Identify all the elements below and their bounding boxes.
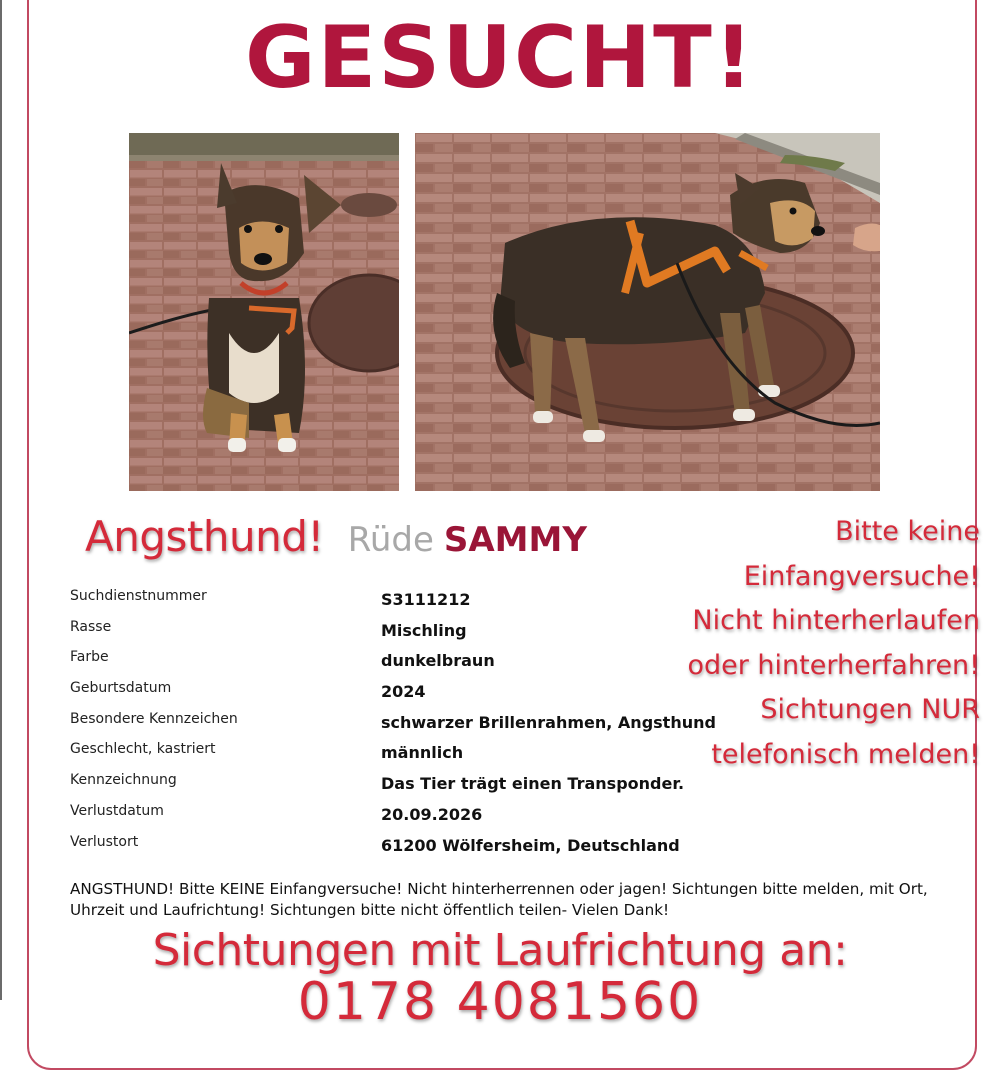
details-value: 2024 <box>381 682 426 702</box>
details-row <box>70 739 730 770</box>
details-value: S3111212 <box>381 590 471 609</box>
angsthund-label: Angsthund! <box>85 512 324 561</box>
note-paragraph: ANGSTHUND! Bitte KEINE Einfangversuche! Nicht hinterherrennen oder jagen! Sichtungen bitte melden, mit Ort, Uhrzeit und Laufrichtung! Sichtungen bitte nicht öffentlich teilen- Vielen Dank! <box>70 880 928 919</box>
details-value: dunkelbraun <box>381 651 495 671</box>
phone-number: 0178 4081560 <box>297 972 703 1032</box>
page-edge <box>0 0 2 1000</box>
details-value: 61200 Wölfersheim, Deutschland <box>381 835 680 855</box>
details-row <box>70 647 730 678</box>
details-value: Mischling <box>381 620 467 640</box>
details-row <box>70 832 730 863</box>
call-to-action: Sichtungen mit Laufrichtung an: <box>152 925 848 976</box>
details-value: männlich <box>381 743 464 763</box>
details-label: Suchdienstnummer <box>70 588 207 604</box>
details-label: Geburtsdatum <box>70 680 172 697</box>
warning-line: Nicht hinterherlaufen <box>692 605 980 636</box>
details-label: Geschlecht, kastriert <box>70 741 216 758</box>
details-row <box>70 770 730 801</box>
details-value: Das Tier trägt einen Transponder. <box>381 774 685 794</box>
details-table <box>70 586 730 862</box>
details-label: Kennzeichnung <box>70 772 177 789</box>
details-row <box>70 617 730 648</box>
details-label: Besondere Kennzeichen <box>70 710 238 727</box>
warning-line: Bitte keine <box>835 516 980 547</box>
headline <box>85 512 587 572</box>
warning-line: oder hinterherfahren! <box>687 649 980 681</box>
details-value: 20.09.2026 <box>381 804 483 824</box>
details-row <box>70 801 730 832</box>
details-label: Verlustort <box>70 833 139 850</box>
warning-line: Einfangversuche! <box>743 560 980 592</box>
details-row <box>70 586 730 617</box>
poster-title: GESUCHT! <box>244 8 756 108</box>
dog-name: SAMMY <box>443 520 587 560</box>
details-label: Rasse <box>70 618 112 635</box>
details-row <box>70 709 730 740</box>
warning-block <box>640 510 980 777</box>
details-label: Farbe <box>70 649 109 666</box>
dog-sitting-photo <box>129 133 399 491</box>
warning-line: Sichtungen NUR <box>760 694 980 725</box>
dog-standing-photo <box>415 133 880 491</box>
details-row <box>70 678 730 709</box>
details-value: schwarzer Brillenrahmen, Angsthund <box>381 712 716 732</box>
details-label: Verlustdatum <box>70 802 164 819</box>
sex-label: Rüde <box>347 520 434 560</box>
warning-line: telefonisch melden! <box>711 738 980 770</box>
